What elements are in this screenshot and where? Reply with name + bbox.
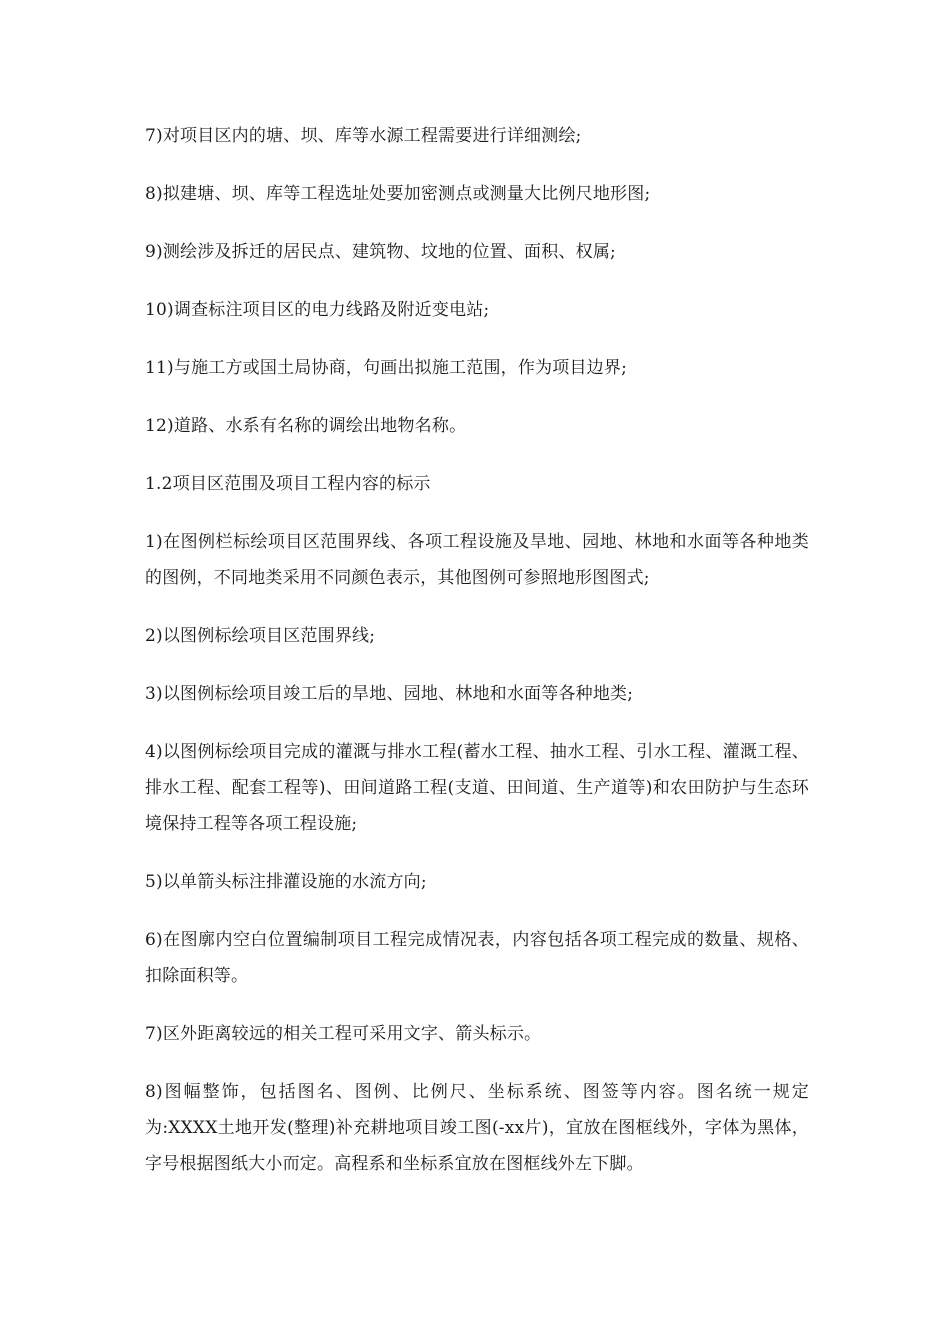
paragraph-item-9-relocation-survey: 9)测绘涉及拆迁的居民点、建筑物、坟地的位置、面积、权属; xyxy=(145,242,616,262)
paragraph-item-7-survey-water-sources: 7)对项目区内的塘、坝、库等水源工程需要进行详细测绘; xyxy=(145,126,582,146)
paragraph-item-8-map-finishing: 8)图幅整饰，包括图名、图例、比例尺、坐标系统、图签等内容。图名统一规定为:XXXX土地开发(整理)补充耕地项目竣工图(-xx片)，宜放在图框线外，字体为黑体，字号根据图纸大小而定。高程系和坐标系宜放在图框线外左下脚。 xyxy=(145,1082,809,1174)
paragraph-item-4-irrigation-works: 4)以图例标绘项目完成的灌溉与排水工程(蓄水工程、抽水工程、引水工程、灌溉工程、排水工程、配套工程等)、田间道路工程(支道、田间道、生产道等)和农田防护与生态环境保持工程等各项工程设施; xyxy=(145,742,809,834)
section-heading-1-2: 1.2项目区范围及项目工程内容的标示 xyxy=(145,474,431,494)
document-page xyxy=(145,118,809,1204)
paragraph-item-1-legend: 1)在图例栏标绘项目区范围界线、各项工程设施及旱地、园地、林地和水面等各种地类的图例，不同地类采用不同颜色表示，其他图例可参照地形图图式; xyxy=(145,532,809,588)
paragraph-item-2-boundary-line: 2)以图例标绘项目区范围界线; xyxy=(145,626,376,646)
paragraph-item-6-completion-table: 6)在图廓内空白位置编制项目工程完成情况表，内容包括各项工程完成的数量、规格、扣除面积等。 xyxy=(145,930,809,986)
paragraph-item-8-site-survey: 8)拟建塘、坝、库等工程选址处要加密测点或测量大比例尺地形图; xyxy=(145,184,651,204)
paragraph-item-11-project-boundary: 11)与施工方或国土局协商，句画出拟施工范围，作为项目边界; xyxy=(145,358,627,378)
paragraph-item-3-land-types: 3)以图例标绘项目竣工后的旱地、园地、林地和水面等各种地类; xyxy=(145,684,634,704)
paragraph-item-12-feature-names: 12)道路、水系有名称的调绘出地物名称。 xyxy=(145,416,467,436)
paragraph-item-5-flow-direction: 5)以单箭头标注排灌设施的水流方向; xyxy=(145,872,427,892)
paragraph-item-10-power-lines: 10)调查标注项目区的电力线路及附近变电站; xyxy=(145,300,490,320)
paragraph-item-7-remote-works: 7)区外距离较远的相关工程可采用文字、箭头标示。 xyxy=(145,1024,542,1044)
